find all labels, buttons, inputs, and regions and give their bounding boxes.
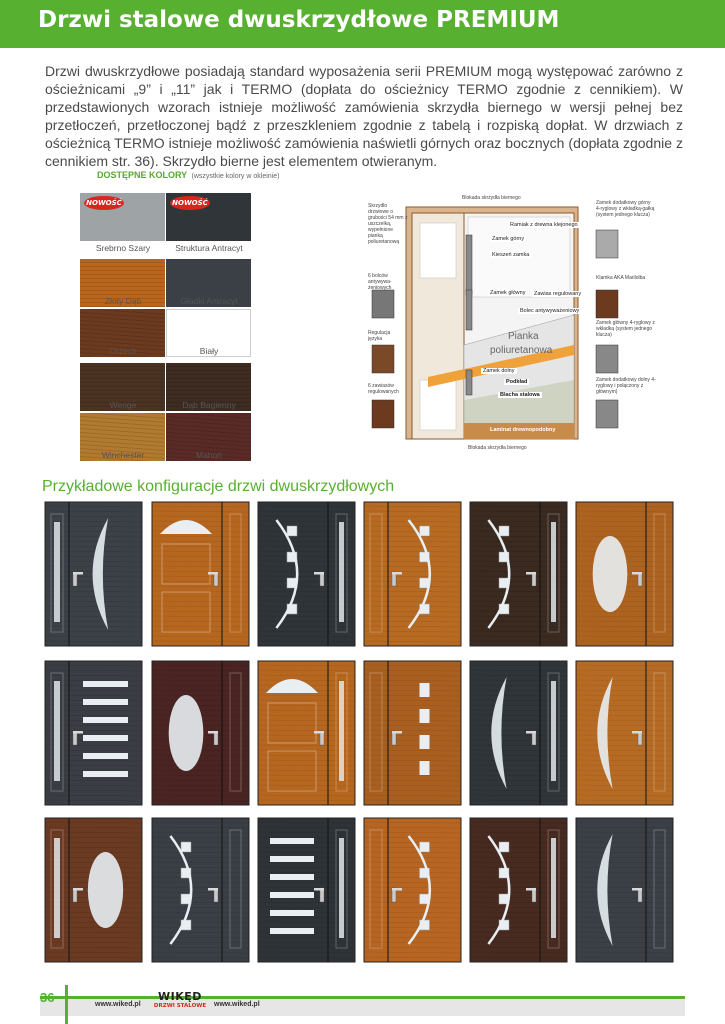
door-configuration (362, 659, 463, 807)
note-tongue-regulation: Regulacja języka (368, 330, 391, 342)
door-illustration (468, 816, 569, 964)
diagram-top-label: Blokada skrzydła biernego (462, 195, 521, 201)
door-illustration (468, 500, 569, 648)
label-laminate: Laminat drewnopodobny (490, 427, 556, 433)
door-illustration (43, 816, 144, 964)
note-leaf-thickness: Skrzydło drzwiowe o grubości 54 mm z uszczelką, wypełnione pianką poliuretanową (368, 203, 408, 245)
door-illustration (362, 659, 463, 807)
door-configuration (468, 500, 569, 648)
page-title: Drzwi stalowe dwuskrzydłowe PREMIUM (38, 7, 560, 33)
label-foam-1: Pianka (508, 331, 539, 342)
door-illustration (574, 816, 675, 964)
label-top-lock: Zamek górny (492, 236, 525, 242)
door-illustration (574, 659, 675, 807)
lock-strip-shape (466, 235, 472, 295)
colors-heading-text: DOSTĘPNE KOLORY (97, 170, 188, 180)
note-bottom-lock: Zamek dodatkowy dolny 4-ryglowy i połączony z głównym) (596, 377, 656, 395)
door-configuration (150, 500, 251, 648)
door-illustration (150, 816, 251, 964)
door-illustration (150, 659, 251, 807)
door-configuration (43, 659, 144, 807)
color-swatch (166, 193, 251, 241)
new-badge: NOWOŚĆ (170, 196, 210, 210)
diagram-bottom-label: Blokada skrzydła biernego (468, 445, 527, 451)
new-badge: NOWOŚĆ (84, 196, 124, 210)
door-configuration (468, 816, 569, 964)
door-illustration (362, 500, 463, 648)
door-configuration (150, 816, 251, 964)
footer-url-right[interactable]: www.wiked.pl (214, 1001, 260, 1008)
label-steel-sheet: Blacha stalowa (500, 392, 540, 398)
color-swatch-label: Wenge (109, 400, 137, 410)
label-adjustable-hinge: Zawias regulowany (534, 291, 582, 297)
note-hinges: 6 zawiasów regulowanych (368, 383, 399, 395)
thumb-bolts (372, 290, 394, 318)
color-swatch-label: Gładki Antracyt (180, 296, 238, 306)
door-illustration (256, 500, 357, 648)
label-glued-frame: Ramiak z drewna klejonego (510, 222, 578, 228)
door-configuration (150, 659, 251, 807)
color-swatch (80, 193, 165, 241)
page-header (0, 0, 725, 48)
note-bolts: 6 bolców antywywa-żeniowych (368, 273, 392, 291)
logo-sub-text: DRZWI STALOWE (153, 1003, 207, 1009)
door-illustration (256, 659, 357, 807)
color-swatch-label: Biały (199, 346, 219, 356)
door-configuration (43, 816, 144, 964)
door-configuration (468, 659, 569, 807)
door-illustration (574, 500, 675, 648)
door-configuration (256, 816, 357, 964)
door-illustration (150, 500, 251, 648)
door-illustration (43, 659, 144, 807)
door-illustration (362, 816, 463, 964)
door-configuration (256, 659, 357, 807)
door-configuration (43, 500, 144, 648)
thumb-top-lock (596, 230, 618, 258)
color-swatch-label: Winchester (101, 450, 145, 460)
door-configuration (256, 500, 357, 648)
door-configuration (574, 659, 675, 807)
color-swatch-label: Orzech (109, 346, 137, 356)
label-lock-pocket: Kieszeń zamka (492, 252, 530, 258)
color-swatch-label: Srebrno Szary (95, 243, 151, 253)
colors-note: (wszystkie kolory w okleinie) (191, 173, 280, 180)
note-top-lock: Zamek dodatkowy górny 4-ryglowy z wkładką-gałką (system jednego klucza) (596, 200, 655, 218)
thumb-bottom-lock (596, 400, 618, 428)
color-swatch-label: Mahoń (196, 450, 222, 460)
page-number: 36 (40, 990, 55, 1005)
thumb-regulation (372, 345, 394, 373)
color-swatch-label: Dąb Bagienny (182, 400, 236, 410)
note-main-lock: Zamek główny 4-ryglowy z wkładką (system jednego klucza) (596, 320, 655, 338)
colors-heading (97, 170, 279, 180)
footer-url-left[interactable]: www.wiked.pl (95, 1001, 141, 1008)
color-swatch-label: Struktura Antracyt (175, 243, 243, 253)
thumb-hinges (372, 400, 394, 428)
door-configuration (362, 816, 463, 964)
label-foam-2: poliuretanowa (490, 345, 553, 356)
note-handle: Klamka AKA Marilolba (596, 275, 646, 281)
label-anti-burglary-bolt: Bolec antywyważeniowy (520, 308, 580, 314)
door-illustration (43, 500, 144, 648)
color-swatch-label: Złoty Dąb (104, 296, 142, 306)
intro-paragraph: Drzwi dwuskrzydłowe posiadają standard wyposażenia serii PREMIUM mogą występować zarówno z ościeżnicami „9” i „11” jak i TERMO (dopłata do ościeżnicy TERMO zgodnie z cennikiem). W przedstawionych wzorach istnieje możliwość zamówienia skrzydła biernego w wersji pełnej bez przetłoczeń, przetłoczonej bądź z przeszkleniem zgodnie z tabelą i rozpiską dopłat. W drzwiach z ościeżnicą TERMO istnieje możliwość zamówienia naświetli górnych oraz bocznych (dopłata zgodnie z cennikiem str. 36). Skrzydło bierne jest elementem otwieranym. (45, 63, 683, 169)
door-illustration (468, 659, 569, 807)
configs-heading: Przykładowe konfiguracje drzwi dwuskrzydłowych (42, 478, 395, 495)
door-cross-section-diagram (368, 195, 678, 457)
door-configuration (574, 500, 675, 648)
thumb-handle (596, 290, 618, 318)
door-illustration (256, 816, 357, 964)
door-configuration (362, 500, 463, 648)
label-primer: Podkład (506, 379, 528, 385)
label-bottom-lock: Zamek dolny (483, 368, 515, 374)
door-configuration (574, 816, 675, 964)
logo-main-text: WIKĘD (158, 990, 202, 1003)
wiked-logo (153, 990, 207, 1016)
label-main-lock: Zamek główny (490, 290, 526, 296)
footer-accent-line (65, 985, 68, 1024)
thumb-main-lock (596, 345, 618, 373)
